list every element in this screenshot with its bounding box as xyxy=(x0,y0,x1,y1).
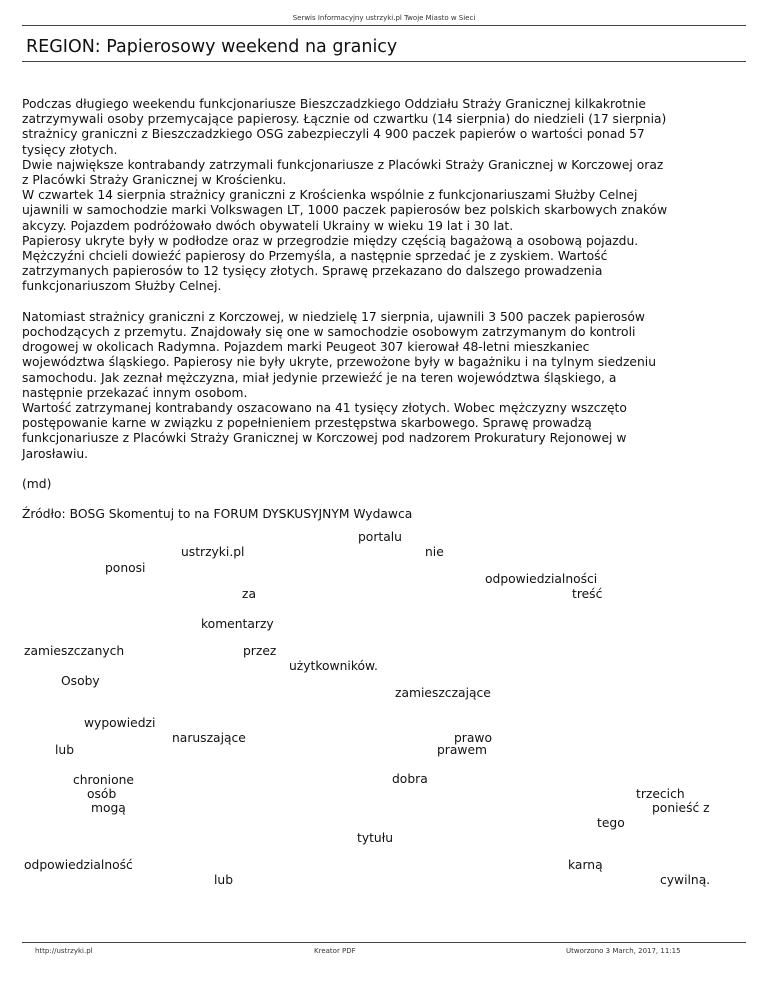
source-line: Źródło: BOSG Skomentuj to na FORUM DYSKUSYJNYM Wydawca xyxy=(22,507,413,522)
author-initials: (md) xyxy=(22,477,52,492)
text-line: funkcjonariusze z Placówki Straży Granicznej w Korczowej pod nadzorem Prokuratury Rejonowej w xyxy=(22,431,627,446)
disclaimer-word: ponosi xyxy=(105,561,146,575)
disclaimer-word: dobra xyxy=(392,772,428,786)
disclaimer-word: karną xyxy=(568,858,603,872)
disclaimer-word: naruszające xyxy=(172,731,246,745)
footer-created-date: Utworzono 3 March, 2017, 11:15 xyxy=(566,947,681,955)
disclaimer-word: lub xyxy=(55,743,75,757)
header-rule xyxy=(22,25,746,26)
text-line: Natomiast strażnicy graniczni z Korczowej, w niedzielę 17 sierpnia, ujawnili 3 500 paczek papierosów xyxy=(22,309,645,324)
text-line: Papierosy ukryte były w podłodze oraz w przegrodzie między częścią bagażową a osobową pojazdu. xyxy=(22,233,639,248)
text-line: następnie przekazać innym osobom. xyxy=(22,385,248,400)
disclaimer-word: tego xyxy=(597,816,625,830)
text-line: W czwartek 14 sierpnia strażnicy graniczni z Krościenka wspólnie z funkcjonariuszami Służby Celnej xyxy=(22,188,638,203)
text-line: Dwie największe kontrabandy zatrzymali funkcjonariusze z Placówki Straży Granicznej w Korczowej oraz xyxy=(22,157,664,172)
disclaimer-word: mogą xyxy=(91,801,126,815)
article-body xyxy=(22,97,738,523)
text-line: samochodu. Jak zeznał mężczyzna, miał jedynie przewieźć je na teren województwa śląskiego, a xyxy=(22,370,617,385)
disclaimer-word: cywilną. xyxy=(660,873,711,887)
disclaimer-word: odpowiedzialność xyxy=(24,858,133,872)
disclaimer-word: tytułu xyxy=(357,831,394,845)
title-rule xyxy=(22,61,746,62)
disclaimer-word: zamieszczające xyxy=(395,686,491,700)
article-title: REGION: Papierosowy weekend na granicy xyxy=(26,37,398,57)
text-line: postępowanie karne w związku z popełnieniem przestępstwa skarbowego. Sprawę prowadzą xyxy=(22,416,592,431)
disclaimer-word: przez xyxy=(243,644,277,658)
disclaimer-word: wypowiedzi xyxy=(84,716,156,730)
disclaimer-word: Osoby xyxy=(61,674,100,688)
disclaimer-word: komentarzy xyxy=(201,617,274,631)
disclaimer-word: odpowiedzialności xyxy=(485,572,598,586)
text-line: zatrzymanych papierosów to 12 tysięcy złotych. Sprawę przekazano do dalszego prowadzenia xyxy=(22,264,603,279)
disclaimer-word: prawem xyxy=(437,743,487,757)
disclaimer-word: portalu xyxy=(358,530,402,544)
text-line: Jarosławiu. xyxy=(22,446,89,461)
disclaimer-word: chronione xyxy=(73,773,134,787)
text-line: akcyzy. Pojazdem podróżowało dwóch obywateli Ukrainy w wieku 19 lat i 30 lat. xyxy=(22,218,514,233)
site-header: Serwis Informacyjny ustrzyki.pl Twoje Miasto w Sieci xyxy=(292,14,476,22)
disclaimer-word: za xyxy=(242,587,256,601)
text-line: zatrzymywali osoby przemycające papierosy. Łącznie od czwartku (14 sierpnia) do niedzieli (17 sierpnia) xyxy=(22,112,667,127)
text-line: ujawnili w samochodzie marki Volkswagen LT, 1000 paczek papierosów bez polskich skarbowych znaków xyxy=(22,203,668,218)
disclaimer-word: ponieść z xyxy=(652,801,710,815)
text-line: pochodzących z przemytu. Znajdowały się one w samochodzie osobowym zatrzymanym do kontroli xyxy=(22,325,636,340)
footer-url[interactable]: http://ustrzyki.pl xyxy=(35,947,93,955)
disclaimer-word: treść xyxy=(572,587,603,601)
text-line: funkcjonariuszom Służby Celnej. xyxy=(22,279,222,294)
text-line: Wartość zatrzymanej kontrabandy oszacowano na 41 tysięcy złotych. Wobec mężczyzny wszczęto xyxy=(22,401,627,416)
text-line: strażnicy graniczni z Bieszczadzkiego OSG zabezpieczyli 4 900 paczek papierów o wartości ponad 57 xyxy=(22,127,645,142)
text-line: tysięcy złotych. xyxy=(22,142,118,157)
disclaimer-word: nie xyxy=(425,545,444,559)
disclaimer-word: ustrzyki.pl xyxy=(181,545,245,559)
footer-generator: Kreator PDF xyxy=(314,947,356,955)
disclaimer-word: lub xyxy=(214,873,234,887)
footer-rule xyxy=(22,942,746,943)
text-line: Mężczyźni chcieli dowieźć papierosy do Przemyśla, a następnie sprzedać je z zyskiem. Wartość xyxy=(22,249,608,264)
disclaimer-word: zamieszczanych xyxy=(24,644,125,658)
text-line: z Placówki Straży Granicznej w Krościenku. xyxy=(22,173,287,188)
text-line: województwa śląskiego. Papierosy nie były ukryte, przewożone były w bagażniku i na tylnym siedzeniu xyxy=(22,355,656,370)
text-line: drogowej w okolicach Radymna. Pojazdem marki Peugeot 307 kierował 48-letni mieszkaniec xyxy=(22,340,590,355)
disclaimer-word: prawo xyxy=(454,731,492,745)
text-line: Podczas długiego weekendu funkcjonariusze Bieszczadzkiego Oddziału Straży Granicznej kilkakrotnie xyxy=(22,97,646,111)
disclaimer-word: użytkowników. xyxy=(289,659,378,673)
disclaimer-word: trzecich xyxy=(636,787,685,801)
disclaimer-word: osób xyxy=(87,787,117,801)
